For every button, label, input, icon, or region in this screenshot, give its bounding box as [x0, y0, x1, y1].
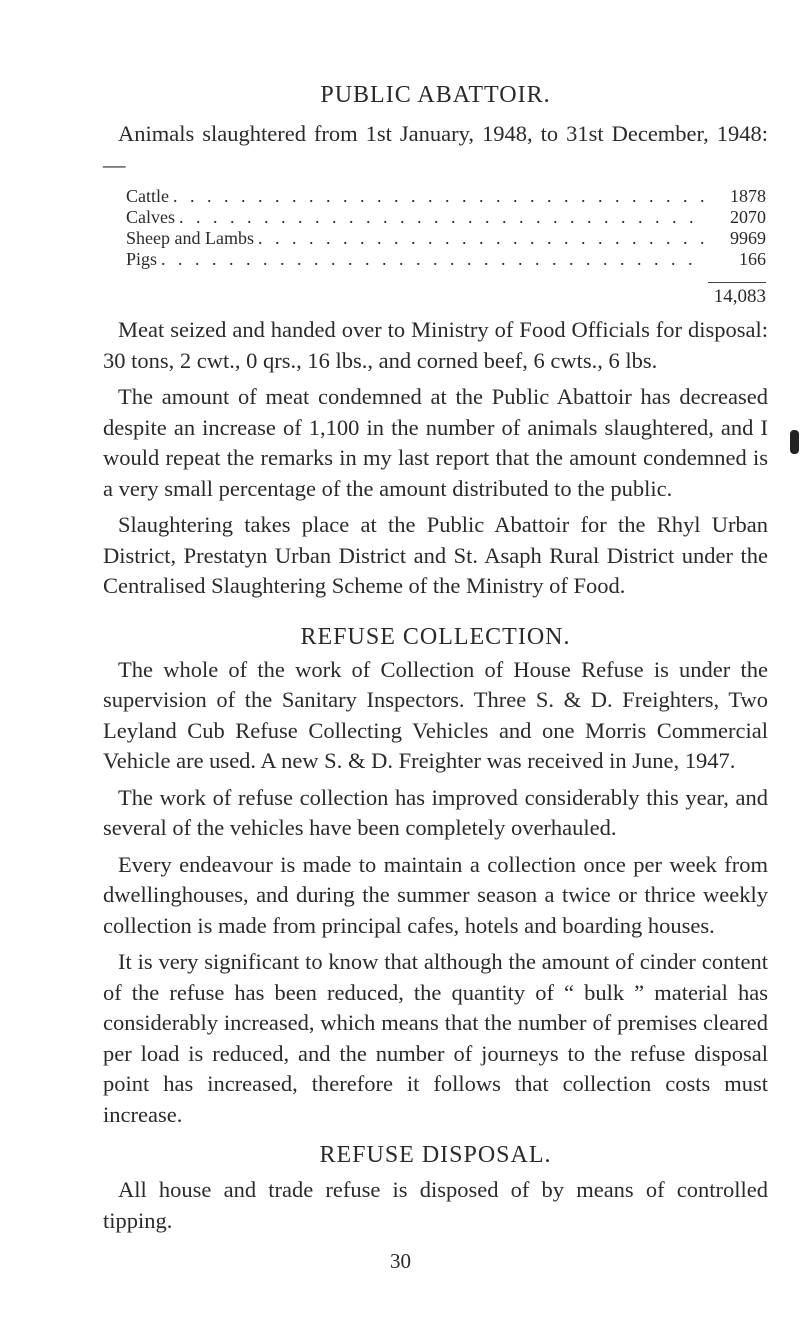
paragraph: The work of refuse collection has improved considerably this year, and several of the vehicles have been completely overhauled. [103, 784, 768, 840]
leader-dots [258, 228, 706, 249]
paragraph: It is very significant to know that although the amount of cinder content of the refuse has been reduced, the quantity of “ bulk ” material has considerably increased, which means that the number of premises cleared per load is reduced, and the number of journeys to the refuse disposal point has increased, therefore it follows that collection costs must increase. [103, 949, 768, 1127]
leader-dots [161, 249, 706, 270]
section-heading-refuse-disposal: REFUSE DISPOSAL. [319, 1142, 552, 1168]
total-value: 14,083 [713, 286, 766, 307]
document-page [103, 82, 768, 1236]
leader-dots [179, 207, 706, 228]
paragraph: All house and trade refuse is disposed of by means of controlled tipping. [103, 1177, 768, 1233]
table-row [126, 228, 766, 249]
total-row [126, 285, 766, 309]
row-label: Pigs [126, 249, 158, 269]
row-value: 1878 [730, 186, 766, 206]
paragraph: Every endeavour is made to maintain a collection once per week from dwellinghouses, and during the summer season a twice or thrice weekly collection is made from principal cafes, hotels and boarding houses. [103, 851, 768, 938]
paragraph: The amount of meat condemned at the Public Abattoir has decreased despite an increase of 1,100 in the number of animals slaughtered, and I would repeat the remarks in my last report that the amount condemned is a very small percentage of the amount distributed to the public. [103, 384, 768, 501]
paragraph: Meat seized and handed over to Ministry of Food Officials for disposal: 30 tons, 2 cwt., 0 qrs., 16 lbs., and corned beef, 6 cwts., 6 lbs. [103, 317, 768, 373]
margin-mark [790, 430, 799, 454]
row-value: 9969 [730, 228, 766, 248]
leader-dots [173, 186, 706, 207]
table-row [126, 186, 766, 207]
row-label: Calves [126, 207, 175, 227]
section-heading-refuse-collection: REFUSE COLLECTION. [300, 623, 571, 650]
row-label: Sheep and Lambs [126, 228, 254, 248]
paragraph: Slaughtering takes place at the Public Abattoir for the Rhyl Urban District, Prestatyn Urban District and St. Asaph Rural District under the Centralised Slaughtering Scheme of the Ministry of Food. [103, 512, 768, 598]
row-value: 2070 [730, 207, 766, 227]
table-row [126, 207, 766, 228]
row-value: 166 [739, 249, 766, 269]
slaughter-table [126, 186, 766, 309]
slaughter-intro: Animals slaughtered from 1st January, 1948, to 31st December, 1948:— [103, 121, 768, 177]
paragraph: The whole of the work of Collection of House Refuse is under the supervision of the Sanitary Inspectors. Three S. & D. Freighters, Two Leyland Cub Refuse Collecting Vehicles and one Morris Commercial Vehicle are used. A new S. & D. Freighter was received in June, 1947. [103, 656, 768, 773]
table-row [126, 249, 766, 270]
page-number: 30 [390, 1249, 411, 1273]
page-title: PUBLIC ABATTOIR. [320, 82, 551, 108]
row-label: Cattle [126, 186, 169, 206]
total-rule [708, 282, 766, 283]
